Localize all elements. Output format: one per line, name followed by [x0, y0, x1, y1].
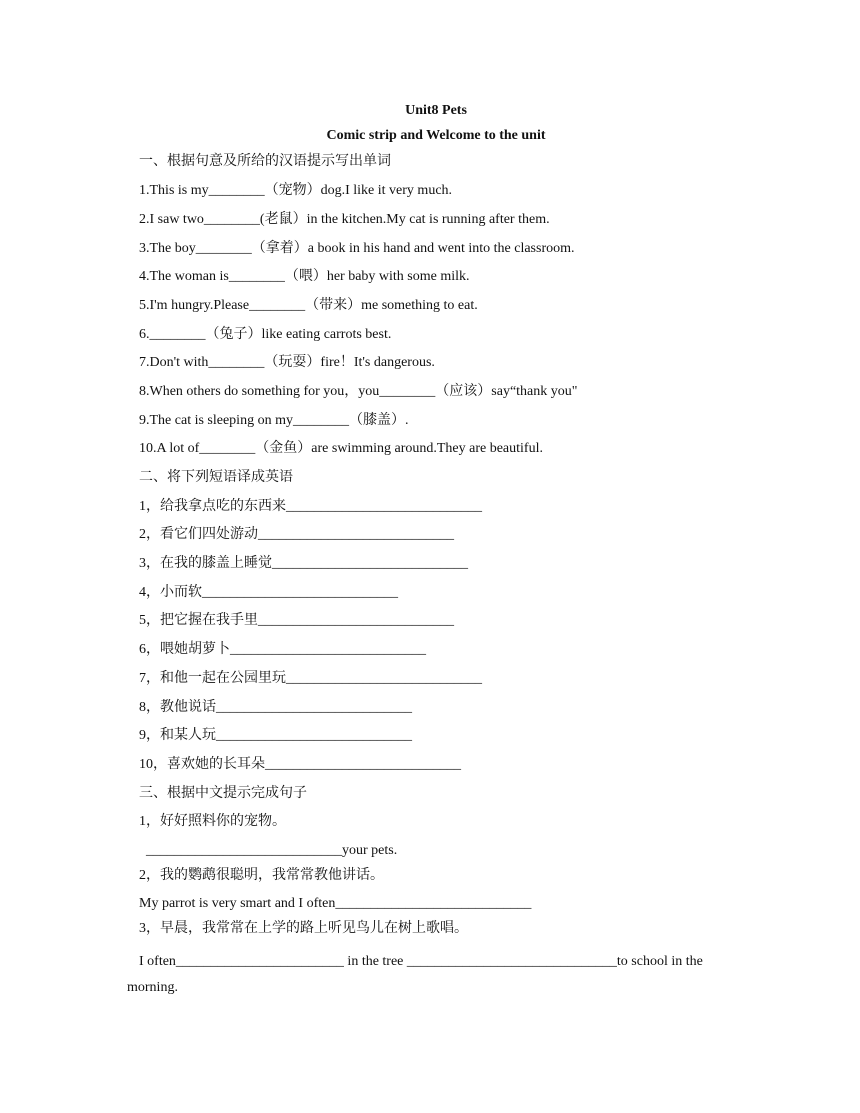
section2-heading: 二、将下列短语译成英语 — [139, 470, 293, 485]
section1-item-2: 2.I saw two________(老鼠）in the kitchen.My cat is running after them. — [139, 212, 550, 227]
section1-item-3: 3.The boy________（拿着）a book in his hand and went into the classroom. — [139, 241, 575, 256]
section3-answer-3: I often________________________ in the tree ______________________________to school in the morning. — [127, 954, 703, 995]
section2-item-9: 9，和某人玩____________________________ — [139, 728, 412, 743]
section2-item-1: 1，给我拿点吃的东西来____________________________ — [139, 499, 482, 514]
section3-answer-2: My parrot is very smart and I often____________________________ — [139, 896, 532, 911]
page-title: Unit8 Pets — [405, 103, 467, 118]
section2-item-6: 6，喂她胡萝卜____________________________ — [139, 642, 426, 657]
page-subtitle: Comic strip and Welcome to the unit — [326, 128, 546, 143]
section1-item-5: 5.I'm hungry.Please________（带来）me something to eat. — [139, 298, 478, 313]
section2-item-5: 5，把它握在我手里____________________________ — [139, 613, 454, 628]
section1-item-7: 7.Don't with________（玩耍）fire！It's dangerous. — [139, 355, 435, 370]
section3-heading: 三、根据中文提示完成句子 — [139, 786, 307, 801]
section1-heading: 一、根据句意及所给的汉语提示写出单词 — [139, 154, 391, 169]
section3-question-2: 2，我的鹦鹉很聪明，我常常教他讲话。 — [139, 868, 384, 883]
section2-item-8: 8，教他说话____________________________ — [139, 700, 412, 715]
section1-item-6: 6.________（兔子）like eating carrots best. — [139, 327, 392, 342]
section2-item-7: 7，和他一起在公园里玩____________________________ — [139, 671, 482, 686]
section1-item-9: 9.The cat is sleeping on my________（膝盖）. — [139, 413, 409, 428]
section2-item-2: 2，看它们四处游动____________________________ — [139, 527, 454, 542]
section3-question-1: 1，好好照料你的宠物。 — [139, 814, 286, 829]
section2-item-3: 3，在我的膝盖上睡觉____________________________ — [139, 556, 468, 571]
section1-item-10: 10.A lot of________（金鱼）are swimming around.They are beautiful. — [139, 441, 543, 456]
section2-item-4: 4，小而软____________________________ — [139, 585, 398, 600]
section3-answer-1: ____________________________your pets. — [146, 843, 398, 858]
section1-item-4: 4.The woman is________（喂）her baby with some milk. — [139, 269, 470, 284]
section1-item-8: 8.When others do something for you，you________（应该）say“thank you" — [139, 384, 578, 399]
section2-item-10: 10，喜欢她的长耳朵____________________________ — [139, 757, 461, 772]
section1-item-1: 1.This is my________（宠物）dog.I like it very much. — [139, 183, 453, 198]
section3-question-3: 3，早晨，我常常在上学的路上听见鸟儿在树上歌唱。 — [139, 921, 468, 936]
